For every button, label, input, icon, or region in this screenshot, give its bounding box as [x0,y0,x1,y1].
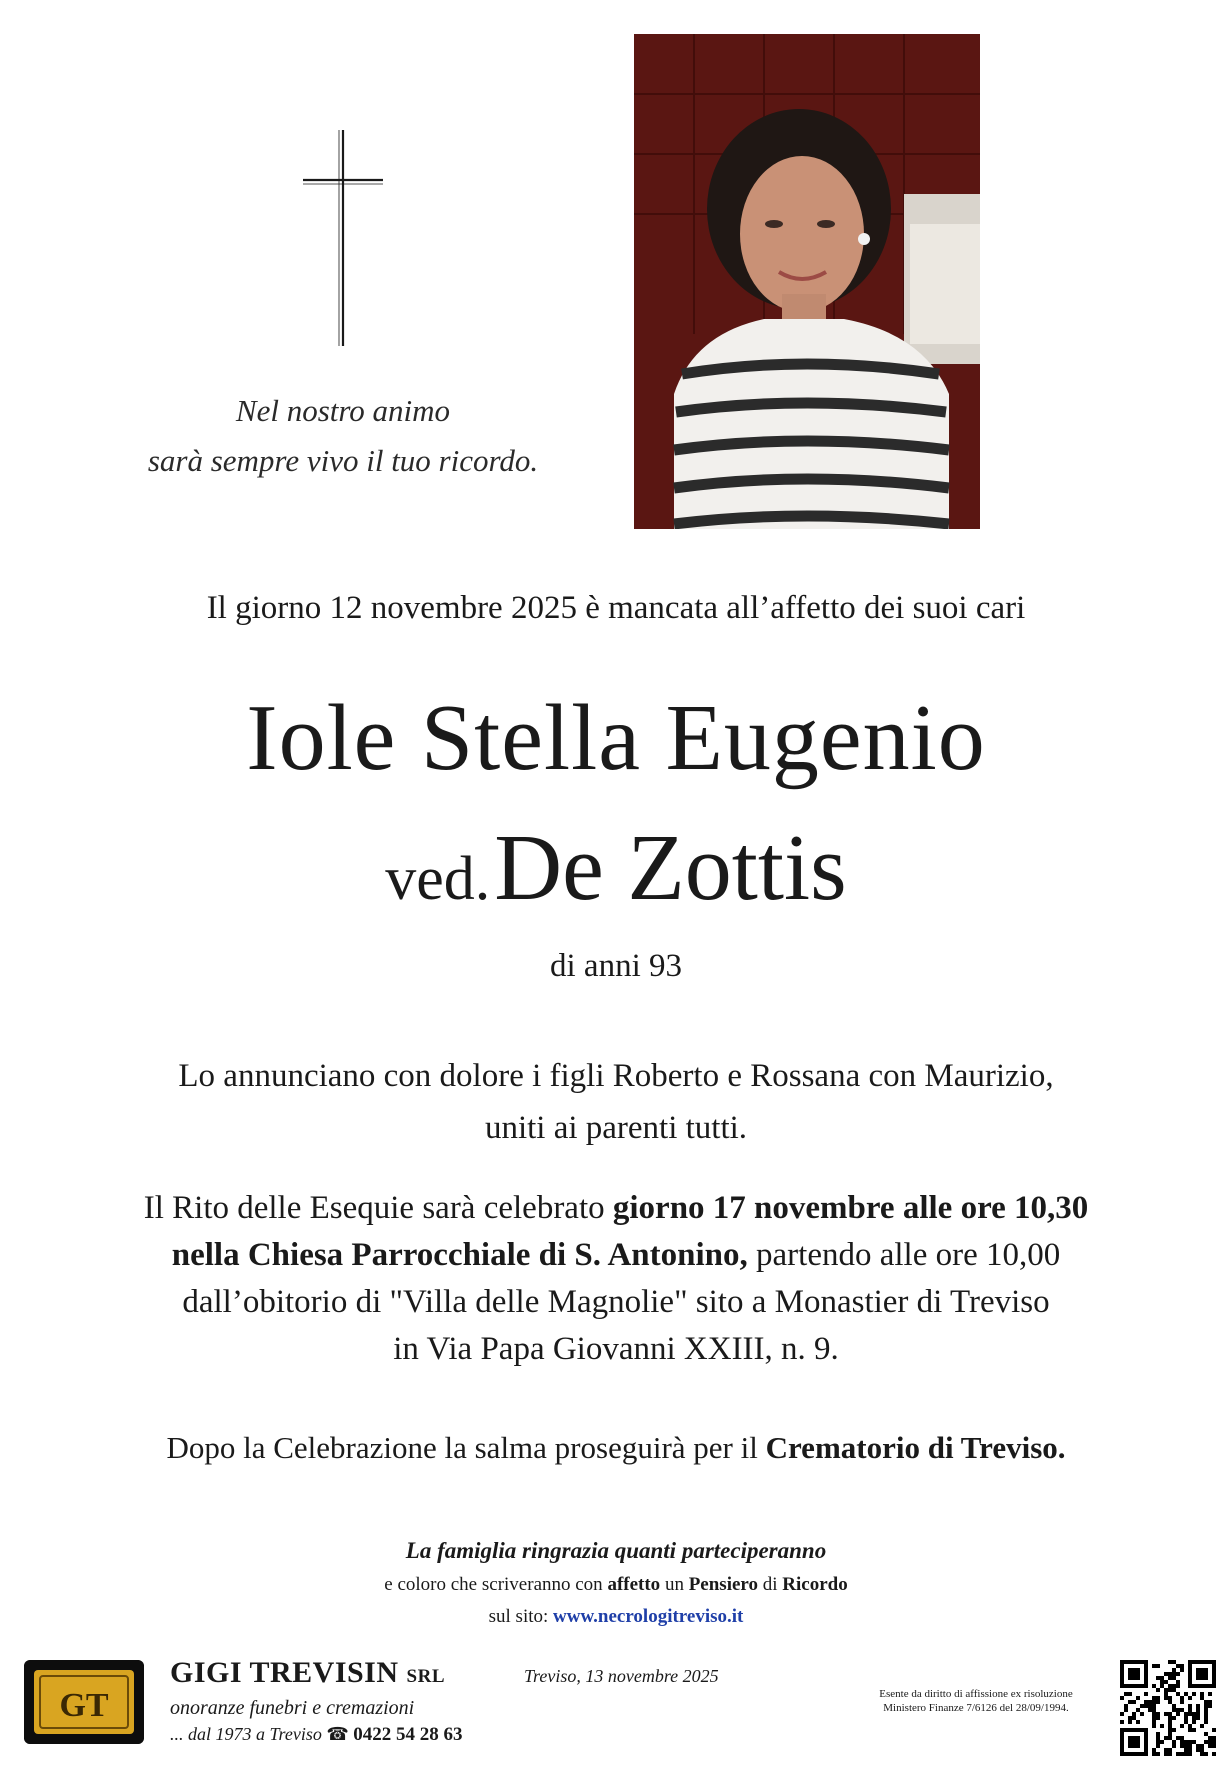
widow-prefix: ved. [385,845,491,913]
legal-notice: Esente da diritto di affissione ex risoluzione Ministero Finanze 7/6126 del 28/09/1994. [879,1688,1073,1714]
death-announcement-intro: Il giorno 12 novembre 2025 è mancata all’affetto dei suoi cari [206,590,1026,626]
family-announcement [0,1050,1232,1154]
announcement-line-2: uniti ai parenti tutti. [484,1110,748,1146]
memorial-quote [100,386,586,486]
deceased-name: Iole Stella Eugenio [246,686,986,790]
thanks-line-2: e coloro che scriveranno con affetto un Pensiero di Ricordo [384,1574,848,1595]
website-link[interactable]: www.necrologitreviso.it [553,1606,744,1627]
crematorium: Crematorio di Treviso. [765,1430,1066,1465]
rite-line-2: nella Chiesa Parrocchiale di S. Antonino, partendo alle ore 10,00 [171,1237,1061,1273]
company-logo [24,1660,144,1744]
quote-line-2: sarà sempre vivo il tuo ricordo. [147,443,539,478]
rite-line-3: dall’obitorio di "Villa delle Magnolie" sito a Monastier di Treviso [182,1284,1050,1320]
cross-icon [303,130,383,346]
age: di anni 93 [550,948,682,984]
phone-number[interactable]: 0422 54 28 63 [353,1724,463,1745]
rite-church: nella Chiesa Parrocchiale di S. Antonino, [171,1237,748,1273]
company-name: GIGI TREVISIN SRL [170,1656,445,1689]
publication-date: Treviso, 13 novembre 2025 [524,1666,719,1686]
website-line: sul sito: www.necrologitreviso.it [488,1606,744,1627]
funeral-rite-info [0,1185,1232,1373]
logo-text: GT [59,1687,109,1724]
married-surname: De Zottis [494,816,847,920]
after-ceremony-info: Dopo la Celebrazione la salma proseguirà per il Crematorio di Treviso. [166,1430,1066,1465]
rite-date-time: giorno 17 novembre alle ore 10,30 [612,1190,1089,1226]
rite-line-1: Il Rito delle Esequie sarà celebrato giorno 17 novembre alle ore 10,30 [143,1190,1089,1226]
announcement-line-1: Lo annunciano con dolore i figli Roberto e Rossana con Maurizio, [178,1058,1054,1094]
quote-line-1: Nel nostro animo [235,393,451,428]
company-subtitle: onoranze funebri e cremazioni [170,1697,415,1719]
company-contact: ... dal 1973 a Treviso ☎ 0422 54 28 63 [170,1724,463,1745]
portrait-photo [634,34,980,529]
qr-code-icon[interactable] [1120,1660,1216,1756]
rite-line-4: in Via Papa Giovanni XXIII, n. 9. [393,1331,839,1367]
phone-icon: ☎ [326,1724,349,1744]
deceased-married-name [0,818,1232,945]
thanks-line: La famiglia ringrazia quanti parteciperanno [405,1538,827,1563]
